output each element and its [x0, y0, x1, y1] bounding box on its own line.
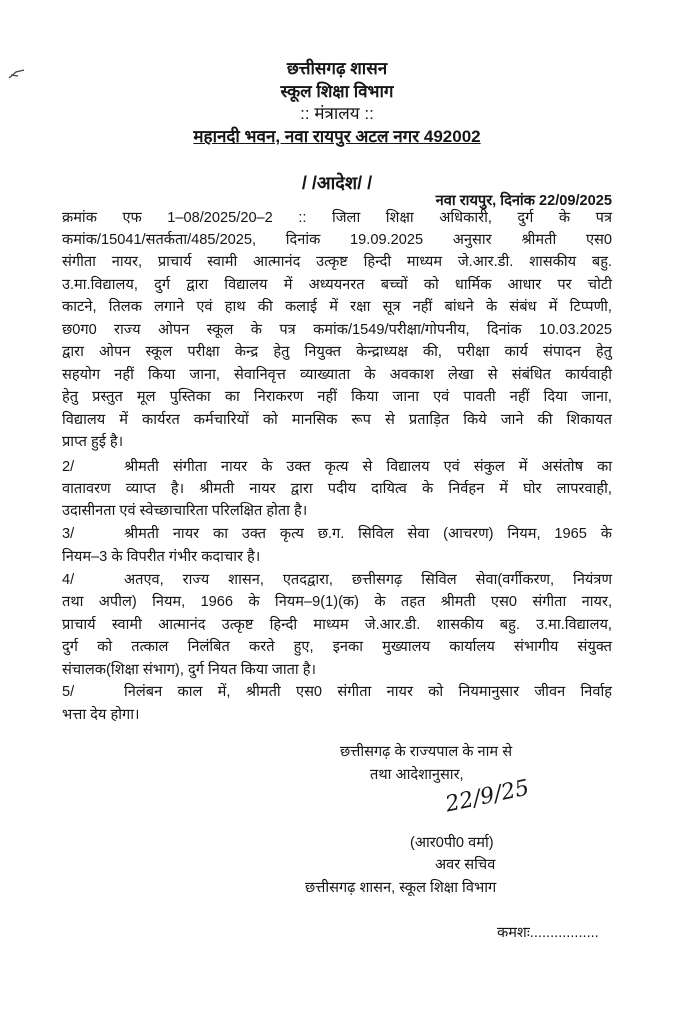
paragraph-line: उ.मा.विद्यालय, दुर्ग द्वारा विद्यालय में अध्ययनरत बच्चों को धार्मिक आधार पर चोटी	[62, 277, 612, 293]
paragraph-line: अतएव, राज्य शासन, एतदद्वारा, छत्तीसगढ़ सिविल सेवा(वर्गीकरण, नियंत्रण	[124, 572, 612, 588]
government-name: छत्तीसगढ़ शासन	[286, 59, 388, 78]
paragraph-number: 2/	[62, 459, 75, 475]
paragraph-line: निलंबन काल में, श्रीमती एस0 संगीता नायर को नियमानुसार जीवन निर्वाह	[124, 684, 612, 700]
place-date: नवा रायपुर, दिनांक 22/09/2025	[435, 193, 612, 209]
ministry-label: :: मंत्रालय ::	[300, 104, 374, 123]
paragraph-number: 4/	[62, 572, 75, 588]
paragraph-line: प्राप्त हुई है।	[62, 434, 124, 450]
signatory-name: (आर0पी0 वर्मा)	[410, 835, 494, 851]
signatory-department: छत्तीसगढ़ शासन, स्कूल शिक्षा विभाग	[305, 880, 497, 896]
paragraph-line: सहयोग नहीं किया जाना, सेवानिवृत्त व्याख्याता के अवकाश लेखा से संबंधित कार्यवाही	[62, 367, 612, 383]
paragraph-line: संचालक(शिक्षा संभाग), दुर्ग नियत किया जाता है।	[62, 662, 317, 678]
paragraph-line: वातावरण व्याप्त है। श्रीमती नायर द्वारा पदीय दायित्व के निर्वहन में घोर लापरवाही,	[62, 481, 612, 497]
paragraph-line: क्रमांक एफ 1–08/2025/20–2 :: जिला शिक्षा अधिकारी, दुर्ग के पत्र	[62, 210, 612, 226]
paragraph-line: श्रीमती नायर का उक्त कृत्य छ.ग. सिविल सेवा (आचरण) नियम, 1965 के	[124, 526, 612, 542]
address: महानदी भवन, नवा रायपुर अटल नगर 492002	[193, 127, 481, 146]
paragraph-line: श्रीमती संगीता नायर के उक्त कृत्य से विद्यालय एवं संकुल में असंतोष का	[124, 459, 612, 475]
paragraph-line: कमांक/15041/सतर्कता/485/2025, दिनांक 19.09.2025 अनुसार श्रीमती एस0	[62, 232, 612, 248]
signature-authority: छत्तीसगढ़ के राज्यपाल के नाम से	[340, 744, 513, 760]
signature-order-line: तथा आदेशानुसार,	[370, 767, 464, 783]
order-title: / /आदेश/ /	[301, 173, 373, 193]
paragraph-line: भत्ता देय होगा।	[62, 707, 140, 723]
paragraph-line: संगीता नायर, प्राचार्य स्वामी आत्मानंद उत्कृष्ट हिन्दी माध्यम जे.आर.डी. शासकीय बहु.	[62, 254, 612, 270]
paragraph-line: छ0ग0 राज्य ओपन स्कूल के पत्र कमांक/1549/परीक्षा/गोपनीय, दिनांक 10.03.2025	[62, 322, 612, 338]
paragraph-line: तथा अपील) नियम, 1966 के नियम–9(1)(क) के तहत श्रीमती एस0 संगीता नायर,	[62, 594, 612, 610]
paragraph-line: उदासीनता एवं स्वेच्छाचारिता परिलक्षित होता है।	[62, 503, 308, 519]
paragraph-line: नियम–3 के विपरीत गंभीर कदाचार है।	[62, 549, 261, 565]
paragraph-line: विद्यालय में कार्यरत कर्मचारियों को मानसिक रूप से प्रताड़ित किये जाने की शिकायत	[62, 412, 612, 428]
paragraph-line: द्वारा ओपन स्कूल परीक्षा केन्द्र हेतु नियुक्त केन्द्राध्यक्ष की, परीक्षा कार्य संपादन हेतु	[62, 344, 612, 360]
paragraph-first-line	[62, 524, 612, 545]
paragraph-line: दुर्ग को तत्काल निलंबित करते हुए, इनका मुख्यालय कार्यालय संभागीय संयुक्त	[62, 639, 612, 655]
paragraph-line: काटने, तिलक लगाने एवं हाथ की कलाई में रक्षा सूत्र नहीं बांधने के संबंध में टिप्पणी,	[62, 299, 612, 315]
handwritten-signature: 22/9/25	[443, 775, 532, 818]
paragraph-line: प्राचार्य स्वामी आत्मानंद उत्कृष्ट हिन्दी माध्यम जे.आर.डी. शासकीय बहु. उ.मा.विद्यालय,	[62, 617, 612, 633]
department-name: स्कूल शिक्षा विभाग	[280, 82, 394, 101]
continued-label: कमशः.................	[497, 925, 599, 941]
paragraph-first-line	[62, 457, 612, 478]
paragraph-first-line	[62, 570, 612, 591]
paragraph-first-line	[62, 682, 612, 703]
paragraph-number: 5/	[62, 684, 75, 700]
signatory-designation: अवर सचिव	[435, 857, 496, 873]
paragraph-line: हेतु प्रस्तुत मूल पुस्तिका का निराकरण नहीं किया जाना एवं पावती नहीं दिया जाना,	[62, 389, 612, 405]
paragraph-number: 3/	[62, 526, 75, 542]
